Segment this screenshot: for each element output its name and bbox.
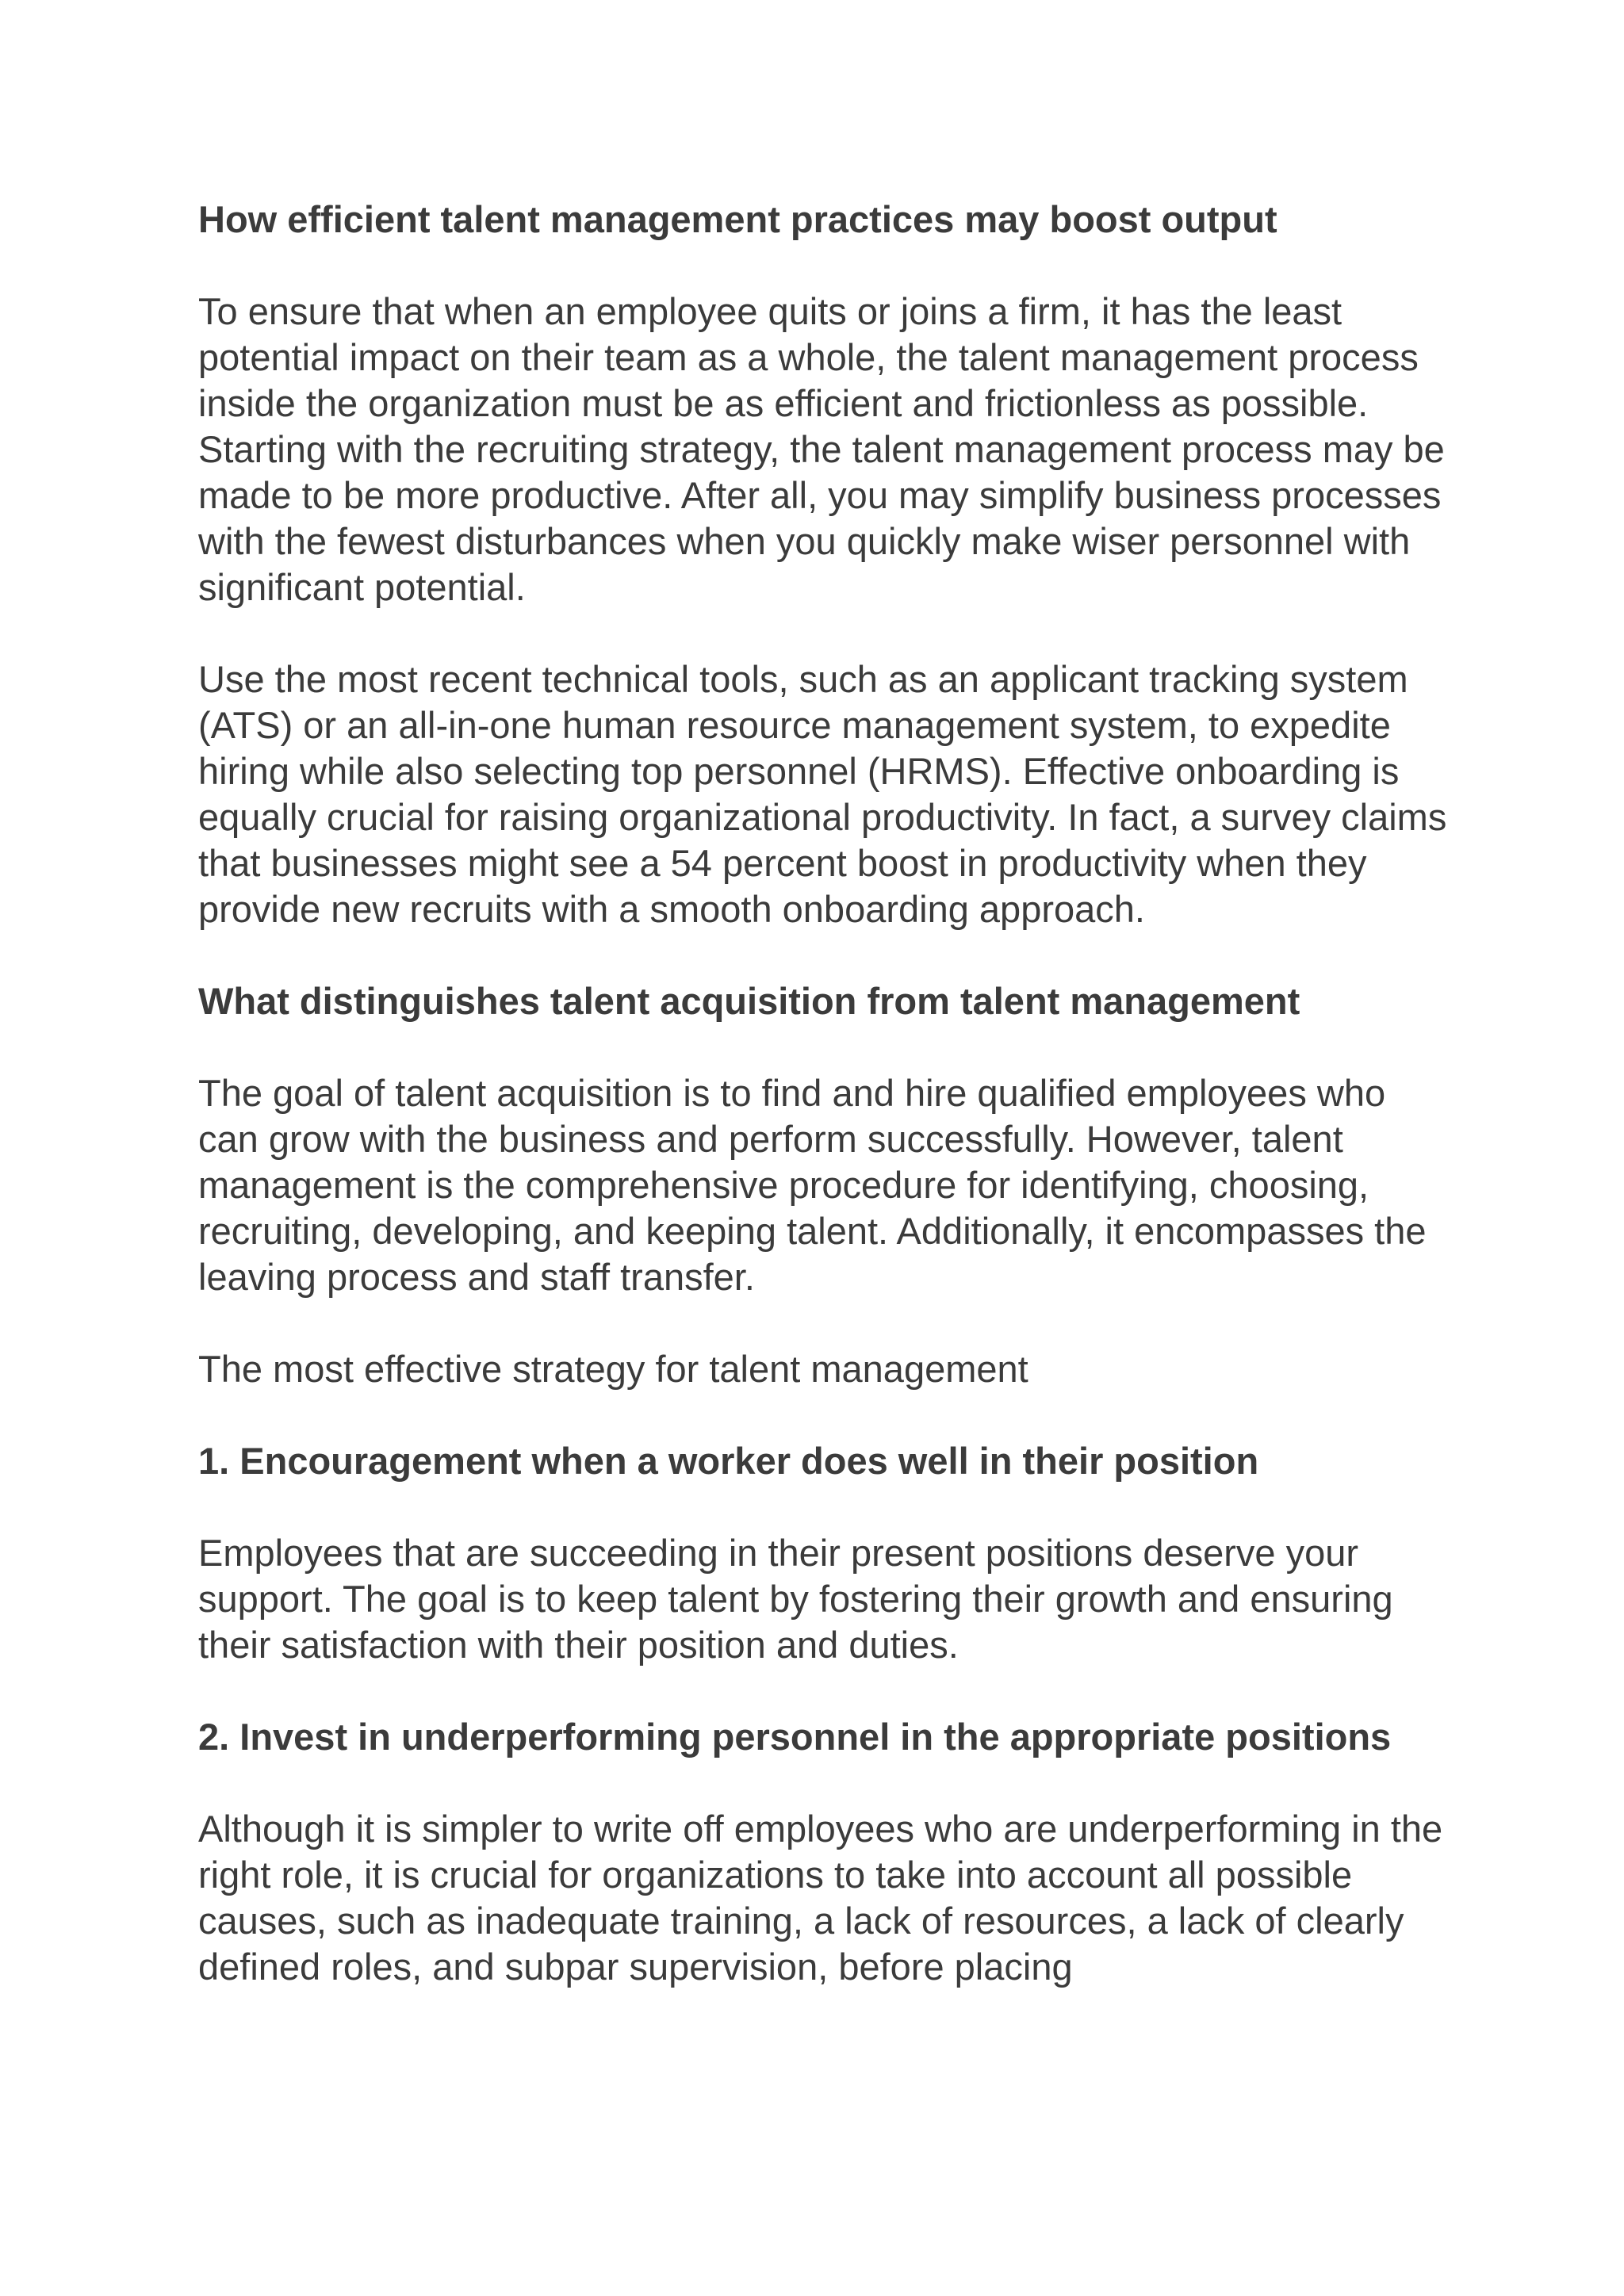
body-paragraph: The goal of talent acquisition is to find and hire qualified employees who can grow with the business and perform successfully. However, talent management is the comprehensive procedure for identifying, choosing, recruiting, developing, and keeping talent. Additionally, it encompasses the leaving process and staff transfer.	[198, 1072, 1427, 1298]
body-paragraph: The most effective strategy for talent management	[198, 1348, 1028, 1390]
body-paragraph: Use the most recent technical tools, such as an applicant tracking system (ATS) or an all-in-one human resource management system, to expedite hiring while also selecting top personnel (HRMS). Effective onboarding is equally crucial for raising organizational productivity. In fact, a survey claims that businesses might see a 54 percent boost in productivity when they provide new recruits with a smooth onboarding approach.	[198, 658, 1447, 930]
body-paragraph: Although it is simpler to write off employees who are underperforming in the right role, it is crucial for organizations to take into account all possible causes, such as inadequate training, a lack of resources, a lack of clearly defined roles, and subpar supervision, before placing	[198, 1808, 1443, 1988]
document-body	[198, 197, 1451, 1990]
section-heading: What distinguishes talent acquisition from talent management	[198, 980, 1300, 1022]
section-heading: 2. Invest in underperforming personnel in the appropriate positions	[198, 1716, 1392, 1758]
body-paragraph: Employees that are succeeding in their present positions deserve your support. The goal is to keep talent by fostering their growth and ensuring their satisfaction with their position and duties.	[198, 1532, 1393, 1666]
body-paragraph: To ensure that when an employee quits or joins a firm, it has the least potential impact on their team as a whole, the talent management process inside the organization must be as efficient and frictionless as possible. Starting with the recruiting strategy, the talent management process may be made to be more productive. After all, you may simplify business processes with the fewest disturbances when you quickly make wiser personnel with significant potential.	[198, 290, 1445, 608]
section-heading: How efficient talent management practices may boost output	[198, 198, 1277, 240]
section-heading: 1. Encouragement when a worker does well in their position	[198, 1440, 1259, 1482]
